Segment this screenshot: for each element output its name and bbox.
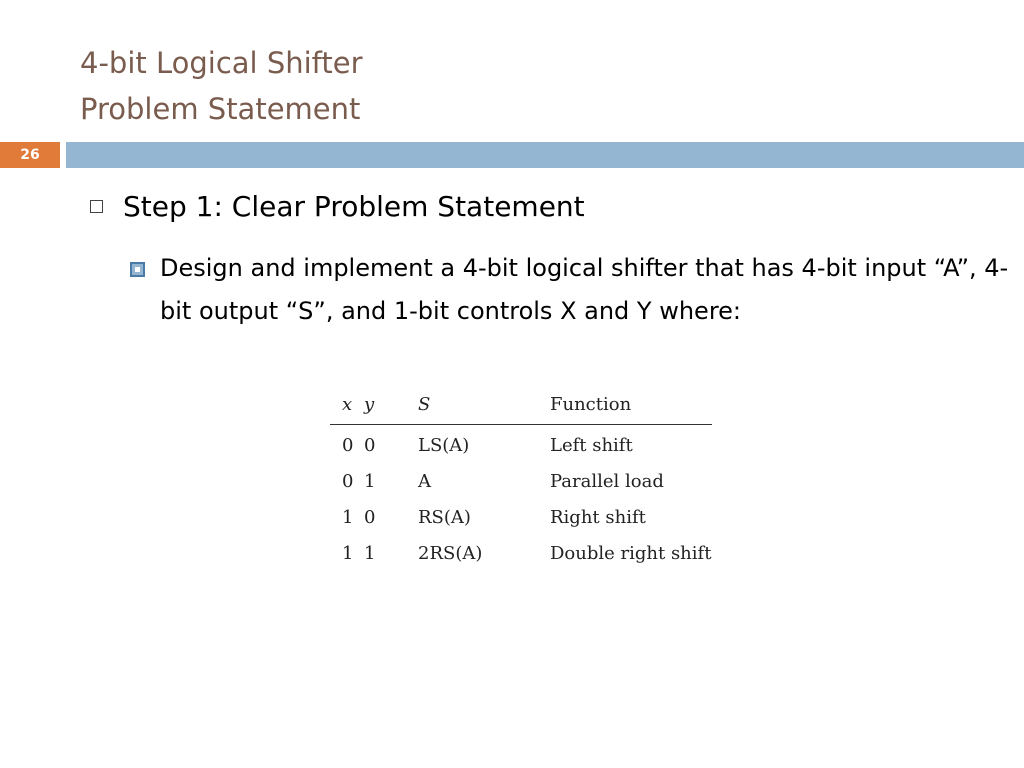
header-s: S [418, 394, 431, 415]
table-row [330, 537, 730, 573]
table-row [330, 429, 730, 465]
cell-x: 0 [342, 471, 354, 492]
cell-y: 0 [364, 435, 376, 456]
bullet-level-1-text: Step 1: Clear Problem Statement [123, 190, 585, 223]
cell-function: Right shift [550, 507, 646, 528]
cell-s: 2RS(A) [418, 543, 483, 564]
cell-x: 1 [342, 543, 354, 564]
cell-y: 1 [364, 543, 376, 564]
function-table [330, 388, 730, 573]
cell-function: Parallel load [550, 471, 664, 492]
title-line-2: Problem Statement [80, 92, 361, 126]
header-bar [66, 142, 1024, 168]
cell-function: Double right shift [550, 543, 712, 564]
table-row [330, 465, 730, 501]
filled-square-bullet-icon [130, 262, 145, 277]
bullet-level-2-text: Design and implement a 4-bit logical shifter that has 4-bit input “A”, 4-bit output “S”, and 1-bit controls X and Y where: [160, 254, 1009, 325]
slide-title [80, 40, 363, 132]
cell-function: Left shift [550, 435, 633, 456]
cell-y: 1 [364, 471, 376, 492]
header-function: Function [550, 394, 632, 415]
title-line-1: 4-bit Logical Shifter [80, 46, 363, 80]
table-header-row [330, 388, 712, 425]
header-x: x [342, 394, 353, 415]
cell-x: 0 [342, 435, 354, 456]
bullet-level-1 [90, 190, 585, 223]
slide-number: 26 [0, 142, 60, 168]
bullet-level-2 [130, 247, 1020, 333]
table-row [330, 501, 730, 537]
cell-s: LS(A) [418, 435, 470, 456]
cell-y: 0 [364, 507, 376, 528]
cell-x: 1 [342, 507, 354, 528]
header-y: y [364, 394, 375, 415]
cell-s: A [418, 471, 431, 492]
cell-s: RS(A) [418, 507, 471, 528]
hollow-square-bullet-icon [90, 200, 103, 213]
